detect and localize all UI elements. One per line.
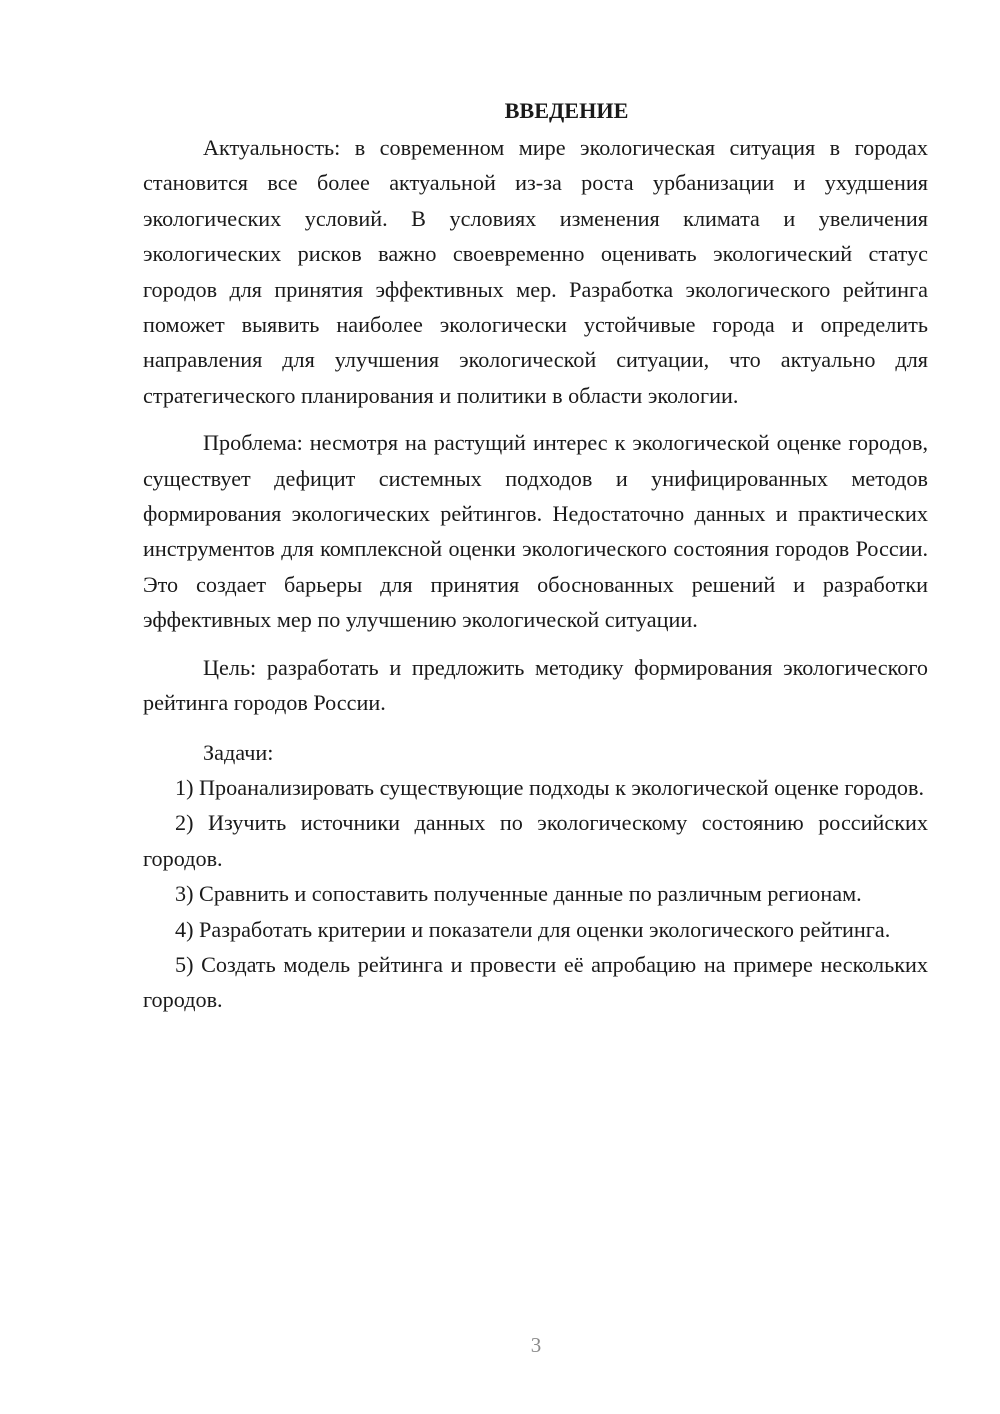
paragraph-relevance: Актуальность: в современном мире экологическая ситуация в городах становится все более актуальной из-за роста урбанизации и ухудшения экологических условий. В условиях изменения климата и увеличения экологических рисков важно своевременно оценивать экологический статус городов для принятия эффективных мер. Разработка экологического рейтинга поможет выявить наиболее экологически устойчивые города и определить направления для улучшения экологической ситуации, что актуально для стратегического планирования и политики в области экологии. (143, 135, 928, 408)
task-item-1: 1) Проанализировать существующие подходы к экологической оценке городов. (175, 774, 924, 800)
task-item-5: 5) Создать модель рейтинга и провести её апробацию на примере нескольких городов. (143, 951, 928, 1013)
paragraph-problem: Проблема: несмотря на растущий интерес к экологической оценке городов, существует дефицит системных подходов и унифицированных методов формирования экологических рейтингов. Недостаточно данных и практических инструментов для комплексной оценки экологического состояния городов России. Это создает барьеры для принятия обоснованных решений и разработки эффективных мер по улучшению экологической ситуации. (143, 430, 928, 633)
task-item-4: 4) Разработать критерии и показатели для оценки экологического рейтинга. (175, 916, 891, 942)
task-item-3: 3) Сравнить и сопоставить полученные данные по различным регионам. (175, 881, 862, 907)
tasks-list (143, 770, 928, 1018)
tasks-heading: Задачи: (203, 739, 274, 765)
section-title: ВВЕДЕНИЕ (504, 98, 629, 123)
page-number: 3 (530, 1333, 542, 1357)
page-content (143, 92, 928, 1018)
task-item-2: 2) Изучить источники данных по экологическому состоянию российских городов. (143, 810, 928, 871)
paragraph-goal: Цель: разработать и предложить методику формирования экологического рейтинга городов России. (143, 654, 928, 716)
